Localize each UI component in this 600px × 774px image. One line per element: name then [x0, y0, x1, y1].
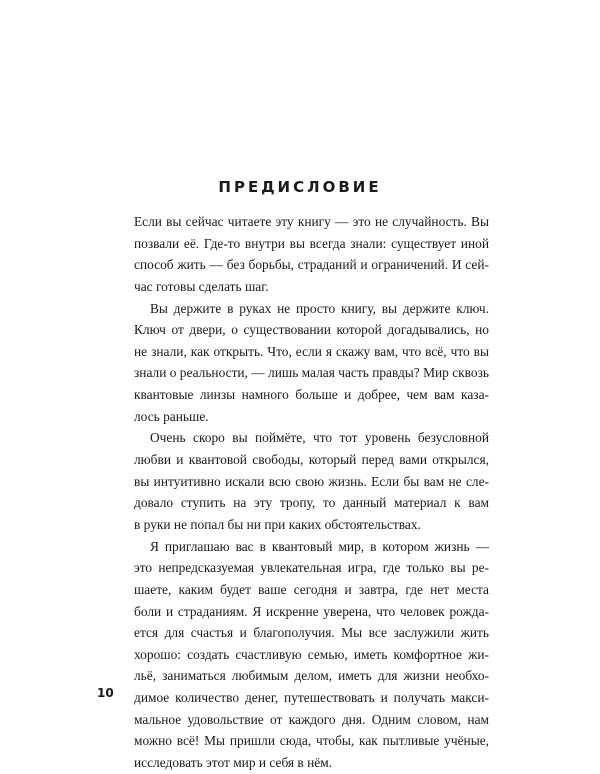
- text-line: квантовые линзы намного больше и добрее, чем вам каза-: [134, 387, 489, 403]
- text-line: любви и квантовой свободы, который перед вами открылся,: [134, 452, 489, 468]
- text-line: позвали её. Где-то внутри вы всегда знали: существует иной: [134, 235, 489, 251]
- body-text: [134, 211, 489, 774]
- text-line: исследовать этот мир и себя в нём.: [134, 755, 333, 771]
- text-line: довало ступить на эту тропу, то данный материал к вам: [134, 495, 489, 511]
- text-line: в руки не попал бы ни при каких обстоятельствах.: [134, 516, 421, 532]
- text-line: Если вы сейчас читаете эту книгу — это не случайность. Вы: [134, 214, 489, 229]
- chapter-heading: ПРЕДИСЛОВИЕ: [218, 178, 382, 196]
- text-line: можно всё! Мы пришли сюда, чтобы, как пытливые учёные,: [134, 733, 489, 749]
- text-line: хорошо: создать счастливую семью, иметь комфортное жи-: [134, 646, 489, 662]
- text-line: не знали, как открыть. Что, если я скажу вам, что всё, что вы: [134, 343, 489, 359]
- paragraph-4: [134, 536, 489, 774]
- text-line: способ жить — без борьбы, страданий и ограничений. И сей-: [134, 257, 489, 273]
- text-line: час готовы сделать шаг.: [134, 278, 269, 294]
- text-line: димое количество денег, путешествовать и получать макси-: [134, 690, 489, 706]
- text-line: шаете, каким будет ваше сегодня и завтра, где нет места: [134, 581, 489, 597]
- text-line: Очень скоро вы поймёте, что тот уровень безусловной: [150, 430, 489, 446]
- page-number: 10: [97, 686, 114, 700]
- text-line: вы интуитивно искали всю свою жизнь. Если бы вам не сле-: [134, 473, 489, 489]
- text-line: Я приглашаю вас в квантовый мир, в котором жизнь —: [150, 538, 489, 554]
- text-line: боли и страданиям. Я искренне уверена, что человек рожда-: [134, 603, 489, 619]
- paragraph-1: [134, 211, 489, 298]
- text-line: знали о реальности, — лишь малая часть правды? Мир сквозь: [134, 365, 489, 381]
- text-line: мальное удовольствие от каждого дня. Одним словом, нам: [134, 711, 489, 727]
- text-line: Ключ от двери, о существовании которой догадывались, но: [134, 322, 489, 338]
- text-line: ется для счастья и благополучия. Мы все заслужили жить: [134, 625, 489, 641]
- text-line: это непредсказуемая увлекательная игра, где только вы ре-: [134, 560, 489, 576]
- text-line: Вы держите в руках не просто книгу, вы держите ключ.: [150, 300, 489, 316]
- paragraph-2: [134, 298, 489, 428]
- text-line: льё, заниматься любимым делом, иметь для жизни необхо-: [134, 668, 489, 684]
- paragraph-3: [134, 427, 489, 535]
- text-line: лось раньше.: [134, 408, 209, 424]
